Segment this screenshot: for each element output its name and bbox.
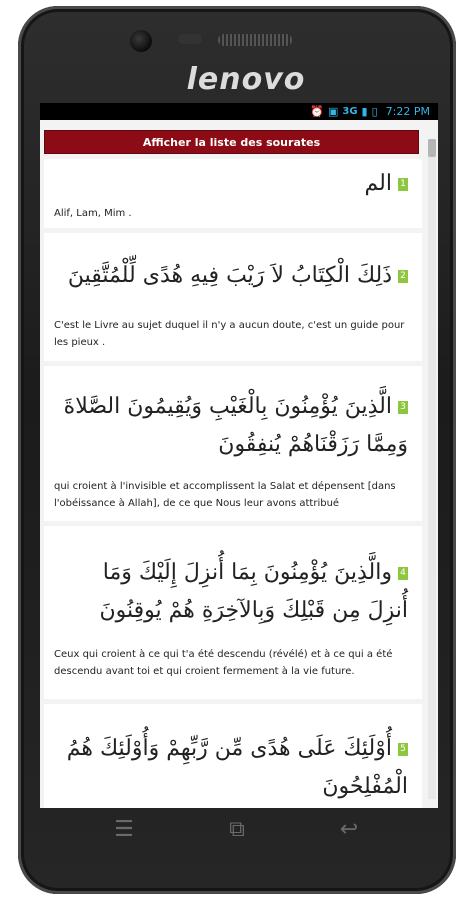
arabic-text bbox=[44, 526, 422, 630]
arabic-text bbox=[44, 233, 422, 295]
network-type: 3G bbox=[342, 106, 358, 117]
verse-card[interactable] bbox=[44, 159, 422, 228]
arabic-verse: أُوْلَئِكَ عَلَى هُدًى مِّن رَّبِّهِمْ وَأُوْلَئِكَ هُمُ الْمُفْلِحُونَ bbox=[66, 736, 408, 799]
translation-text: qui croient à l'invisible et accomplissent la Salat et dépensent [dans l'obéissance à Allah], de ce que Nous leur avons attribué bbox=[54, 481, 396, 509]
verse-card[interactable] bbox=[44, 704, 422, 808]
screen bbox=[40, 103, 438, 808]
proximity-sensor bbox=[178, 34, 202, 44]
arabic-verse: ذَلِكَ الْكِتَابُ لاَ رَيْبَ فِيهِ هُدًى لِّلْمُتَّقِينَ bbox=[67, 263, 392, 288]
verse-number: 5 bbox=[398, 743, 408, 756]
hardware-keys bbox=[18, 810, 456, 860]
translation-text: Alif, Lam, Mim . bbox=[54, 208, 132, 219]
verse-card[interactable] bbox=[44, 233, 422, 361]
verse-number: 1 bbox=[398, 178, 408, 191]
earpiece-speaker bbox=[218, 34, 292, 46]
arabic-verse: الَّذِينَ يُؤْمِنُونَ بِالْغَيْبِ وَيُقِيمُونَ الصَّلاةَ وَمِمَّا رَزَقْنَاهُمْ يُنفِقُونَ bbox=[63, 394, 408, 457]
arabic-text bbox=[44, 159, 422, 203]
verse-card[interactable] bbox=[44, 526, 422, 699]
status-bar bbox=[40, 103, 438, 120]
verse-card[interactable] bbox=[44, 366, 422, 521]
alarm-icon: ⏰ bbox=[310, 105, 324, 118]
arabic-verse: الم bbox=[364, 171, 392, 196]
scrollbar[interactable] bbox=[428, 139, 436, 799]
verse-number: 2 bbox=[398, 270, 408, 283]
battery-icon: ▯ bbox=[371, 105, 378, 118]
verse-number: 3 bbox=[398, 401, 408, 414]
show-surah-list-button[interactable]: Afficher la liste des sourates bbox=[44, 130, 419, 154]
verse-list bbox=[40, 159, 426, 808]
signal-icon: ▮ bbox=[361, 105, 368, 118]
notification-icon: ▣ bbox=[327, 105, 339, 118]
arabic-verse: والَّذِينَ يُؤْمِنُونَ بِمَا أُنزِلَ إِلَيْكَ وَمَا أُنزِلَ مِن قَبْلِكَ وَبِالآخِرَةِ هُمْ يُوقِنُونَ bbox=[99, 560, 408, 623]
clock: 7:22 PM bbox=[385, 105, 430, 118]
back-key-icon[interactable]: ↩ bbox=[339, 817, 359, 842]
home-key-icon[interactable]: ⧉ bbox=[229, 817, 245, 842]
translation-text: C'est le Livre au sujet duquel il n'y a aucun doute, c'est un guide pour les pieux . bbox=[54, 320, 405, 348]
scrollbar-thumb[interactable] bbox=[428, 139, 436, 157]
translation-text: Ceux qui croient à ce qui t'a été descendu (révélé) et à ce qui a été descendu avant toi et qui croient fermement à la vie future. bbox=[54, 649, 393, 677]
arabic-text bbox=[44, 366, 422, 464]
verse-number: 4 bbox=[398, 567, 408, 580]
brand-logo: lenovo bbox=[186, 62, 306, 97]
front-camera bbox=[130, 30, 152, 52]
menu-key-icon[interactable]: ☰ bbox=[114, 817, 134, 842]
arabic-text bbox=[44, 704, 422, 806]
